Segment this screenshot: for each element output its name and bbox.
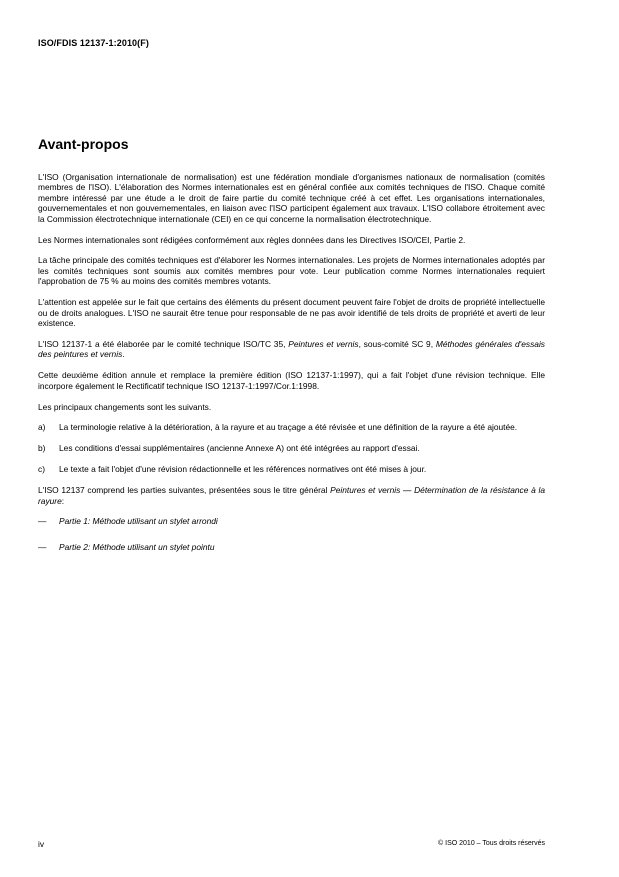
paragraph-prepared-by (38, 339, 545, 360)
dash-marker: — (38, 516, 47, 527)
prepared-by-text-1: L'ISO 12137-1 a été élaborée par le comité technique ISO/TC 35, (38, 338, 289, 349)
part-title: Partie 2: Méthode utilisant un stylet pointu (59, 541, 215, 552)
document-id: ISO/FDIS 12137-1:2010(F) (38, 38, 149, 48)
part-list-item (38, 516, 545, 526)
part-list-item (38, 542, 545, 552)
paragraph-edition: Cette deuxième édition annule et remplace la première édition (ISO 12137-1:1997), qui a fait l'objet d'une révision technique. Elle incorpore également le Rectificatif technique ISO 12137-1:1997/Cor.1:1998. (38, 370, 545, 391)
parts-intro-text-1: L'ISO 12137 comprend les parties suivantes, présentées sous le titre général (38, 485, 331, 496)
paragraph-committees-task: La tâche principale des comités techniques est d'élaborer les Normes internationales. Les projets de Normes internationales adoptés par les comités techniques sont soumis aux comités membres pour vote. Leur publication comme Normes internationales requiert l'approbation de 75 % au moins des comités membres votants. (38, 255, 545, 287)
list-item-text: La terminologie relative à la détérioration, à la rayure et au traçage a été révisée et une définition de la rayure a été ajoutée. (59, 422, 518, 433)
prepared-by-text-3: . (122, 349, 125, 360)
parts-intro-text-2: : (61, 495, 65, 506)
general-title: Peintures et vernis — Détermination de la résistance à la rayure (38, 485, 545, 506)
list-item (38, 443, 545, 453)
copyright-notice: © ISO 2010 – Tous droits réservés (438, 840, 545, 847)
list-item-label: b) (38, 443, 46, 454)
committee-title: Peintures et vernis (288, 338, 359, 349)
list-item-text: Le texte a fait l'objet d'une révision rédactionnelle et les références normatives ont été mises à jour. (59, 464, 427, 475)
foreword-body (38, 172, 545, 567)
page-number: iv (38, 839, 45, 849)
paragraph-iso-intro: L'ISO (Organisation internationale de normalisation) est une fédération mondiale d'organismes nationaux de normalisation (comités membres de l'ISO). L'élaboration des Normes internationales est en général confiée aux comités techniques de l'ISO. Chaque comité membre intéressé par une étude a le droit de faire partie du comité technique créé à cet effet. Les organisations internationales, gouvernementales et non gouvernementales, en liaison avec l'ISO participent également aux travaux. L'ISO collabore étroitement avec la Commission électrotechnique internationale (CEI) en ce qui concerne la normalisation électrotechnique. (38, 172, 545, 224)
paragraph-parts-intro (38, 485, 545, 506)
subcommittee-title: Méthodes générales d'essais des peintures et vernis (38, 338, 545, 360)
list-item (38, 464, 545, 474)
dash-marker: — (38, 541, 47, 552)
prepared-by-text-2: , sous-comité SC 9, (358, 338, 436, 349)
paragraph-patent-rights: L'attention est appelée sur le fait que certains des éléments du présent document peuvent faire l'objet de droits de propriété intellectuelle ou de droits analogues. L'ISO ne saurait être tenue pour responsable de ne pas avoir identifié de tels droits de propriété et averti de leur existence. (38, 297, 545, 328)
list-item (38, 422, 545, 432)
page-title: Avant-propos (38, 136, 129, 152)
list-item-label: c) (38, 464, 45, 475)
list-item-label: a) (38, 422, 46, 433)
part-title: Partie 1: Méthode utilisant un stylet arrondi (59, 516, 218, 527)
paragraph-changes-intro: Les principaux changements sont les suivants. (38, 401, 212, 412)
list-item-text: Les conditions d'essai supplémentaires (ancienne Annexe A) ont été intégrées au rapport d'essai. (59, 443, 420, 454)
paragraph-directives: Les Normes internationales sont rédigées conformément aux règles données dans les Directives ISO/CEI, Partie 2. (38, 234, 466, 245)
